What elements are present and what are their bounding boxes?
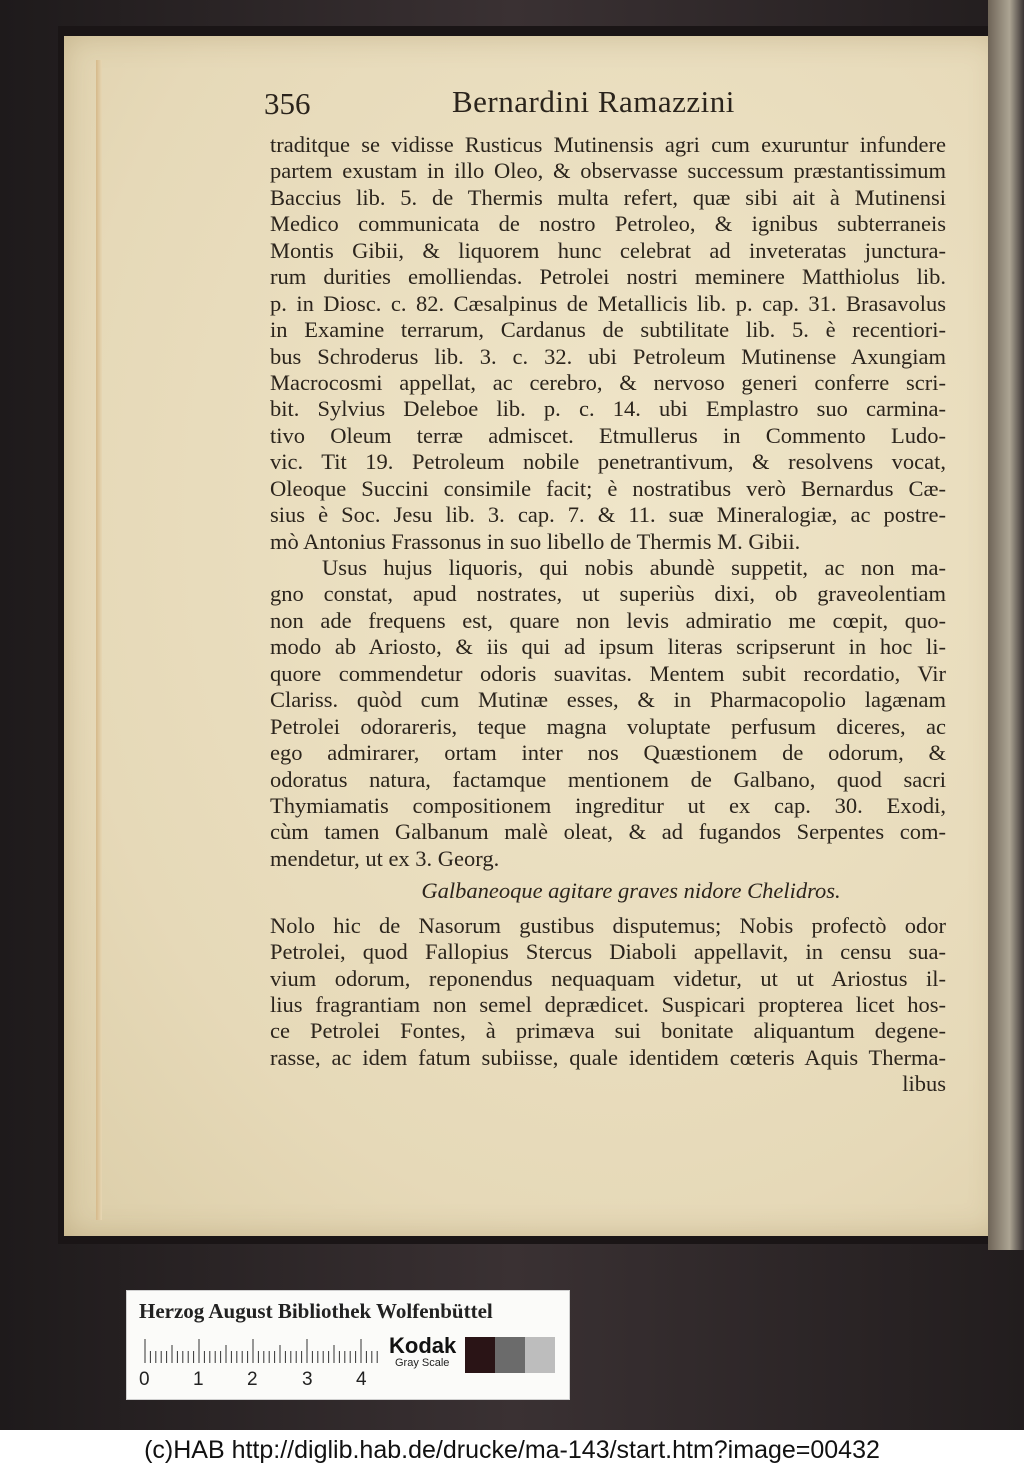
gray-swatch: [465, 1337, 495, 1373]
text-line: ego admirarer, ortam inter nos Quæstionem de odorum, &: [270, 740, 946, 766]
library-name: Herzog August Bibliothek Wolfenbüttel: [139, 1299, 493, 1323]
text-line: rum durities emolliendas. Petrolei nostri meminere Matthiolus lib.: [270, 264, 946, 290]
text-line: mendetur, ut ex 3. Georg.: [270, 845, 500, 871]
page-header: [264, 84, 946, 132]
text-line: non ade frequens est, quare non levis admiratio me cœpit, quo-: [270, 607, 946, 633]
text-line: ce Petrolei Fontes, à primæva sui bonitate aliquantum degene-: [270, 1018, 946, 1044]
catchword: libus: [902, 1071, 946, 1097]
text-line: sius è Soc. Jesu lib. 3. cap. 7. & 11. suæ Mineralogiæ, ac postre-: [270, 502, 946, 528]
gray-swatch: [495, 1337, 525, 1373]
ruler-number: 4: [356, 1369, 367, 1390]
text-line: odoratus natura, factamque mentionem de Galbano, quod sacri: [270, 766, 946, 792]
paragraph-1: [270, 132, 946, 555]
text-line: Clariss. quòd cum Mutinæ esses, & in Pharmacopolio lagænam: [270, 687, 946, 713]
text-line: cùm tamen Galbanum malè oleat, & ad fugandos Serpentes com-: [270, 819, 946, 845]
text-line: Nolo hic de Nasorum gustibus disputemus; Nobis profectò odor: [270, 912, 946, 938]
text-line: vium odorum, reponendus nequaquam videtur, ut ut Ariostus il-: [270, 965, 946, 991]
text-line: Thymiamatis compositionem ingreditur ut ex cap. 30. Exodi,: [270, 792, 946, 818]
text-line: rasse, ac idem fatum subiisse, quale identidem cœteris Aquis Therma-: [270, 1044, 946, 1070]
text-line: gno constat, apud nostrates, ut superiùs dixi, ob graveolentiam: [270, 581, 946, 607]
library-scale-card: [126, 1290, 570, 1400]
text-line: Baccius lib. 5. de Thermis multa refert, quæ sibi ait à Mutinensi: [270, 184, 946, 210]
verse-quotation: Galbaneoque agitare graves nidore Chelidros.: [421, 878, 841, 904]
text-line: Usus hujus liquoris, qui nobis abundè suppetit, ac non ma-: [322, 555, 946, 580]
gray-scale-label: Gray Scale: [395, 1357, 450, 1369]
text-line: in Examine terrarum, Cardanus de subtilitate lib. 5. è recentiori-: [270, 317, 946, 343]
page-text: [264, 84, 946, 1098]
text-line: lius fragrantiam non semel deprædicet. Suspicari propterea licet hos-: [270, 992, 946, 1017]
text-line: tivo Oleum terræ admiscet. Etmullerus in Commento Ludo-: [270, 422, 946, 448]
ruler-number: 0: [139, 1369, 150, 1390]
page-number: 356: [264, 86, 311, 121]
text-line: quore commendetur odoris suavitas. Mentem subit recordatio, Vir: [270, 660, 946, 686]
text-line: vic. Tit 19. Petroleum nobile penetrantivum, & resolvens vocat,: [270, 449, 946, 475]
text-line: bit. Sylvius Deleboe lib. p. c. 14. ubi Emplastro suo carmina-: [270, 396, 946, 422]
text-line: mò Antonius Frassonus in suo libello de Thermis M. Gibii.: [270, 528, 801, 554]
text-line: Oleoque Succini consimile facit; è nostratibus verò Bernardus Cæ-: [270, 475, 946, 501]
text-line: modo ab Ariosto, & iis qui ad ipsum literas scripserunt in hoc li-: [270, 634, 946, 660]
ruler-icon: [143, 1339, 379, 1363]
text-line: Petrolei odorareris, teque magna voluptate perfusum diceres, ac: [270, 713, 946, 739]
text-line: traditque se vidisse Rusticus Mutinensis agri cum exuruntur infundere: [270, 132, 946, 157]
kodak-brand: Kodak: [389, 1333, 457, 1358]
text-line: Medico communicata de nostro Petroleo, & ignibus subterraneis: [270, 211, 946, 237]
gray-swatch: [525, 1337, 555, 1373]
image-credit: (c)HAB http://diglib.hab.de/drucke/ma-143/start.htm?image=00432: [0, 1430, 1024, 1470]
page-gutter: [96, 60, 102, 1220]
text-line: p. in Diosc. c. 82. Cæsalpinus de Metallicis lib. p. cap. 31. Brasavolus: [270, 290, 946, 316]
text-line: bus Schroderus lib. 3. c. 32. ubi Petroleum Mutinense Axungiam: [270, 343, 946, 369]
text-line: Petrolei, quod Fallopius Stercus Diaboli appellavit, in censu sua-: [270, 939, 946, 965]
text-line: Montis Gibii, & liquorem hunc celebrat ad inveteratas junctura-: [270, 237, 946, 263]
ruler-number: 2: [247, 1369, 258, 1390]
running-head: Bernardini Ramazzini: [452, 84, 735, 119]
ruler-number: 3: [302, 1369, 313, 1390]
page-edge: [988, 0, 1024, 1250]
ruler-number: 1: [193, 1369, 204, 1390]
paragraph-3: [270, 913, 946, 1098]
text-line: Macrocosmi appellat, ac cerebro, & nervoso generi conferre scri-: [270, 369, 946, 395]
text-line: partem exustam in illo Oleo, & observasse successum præstantissimum: [270, 158, 946, 184]
paragraph-2: [270, 555, 946, 872]
